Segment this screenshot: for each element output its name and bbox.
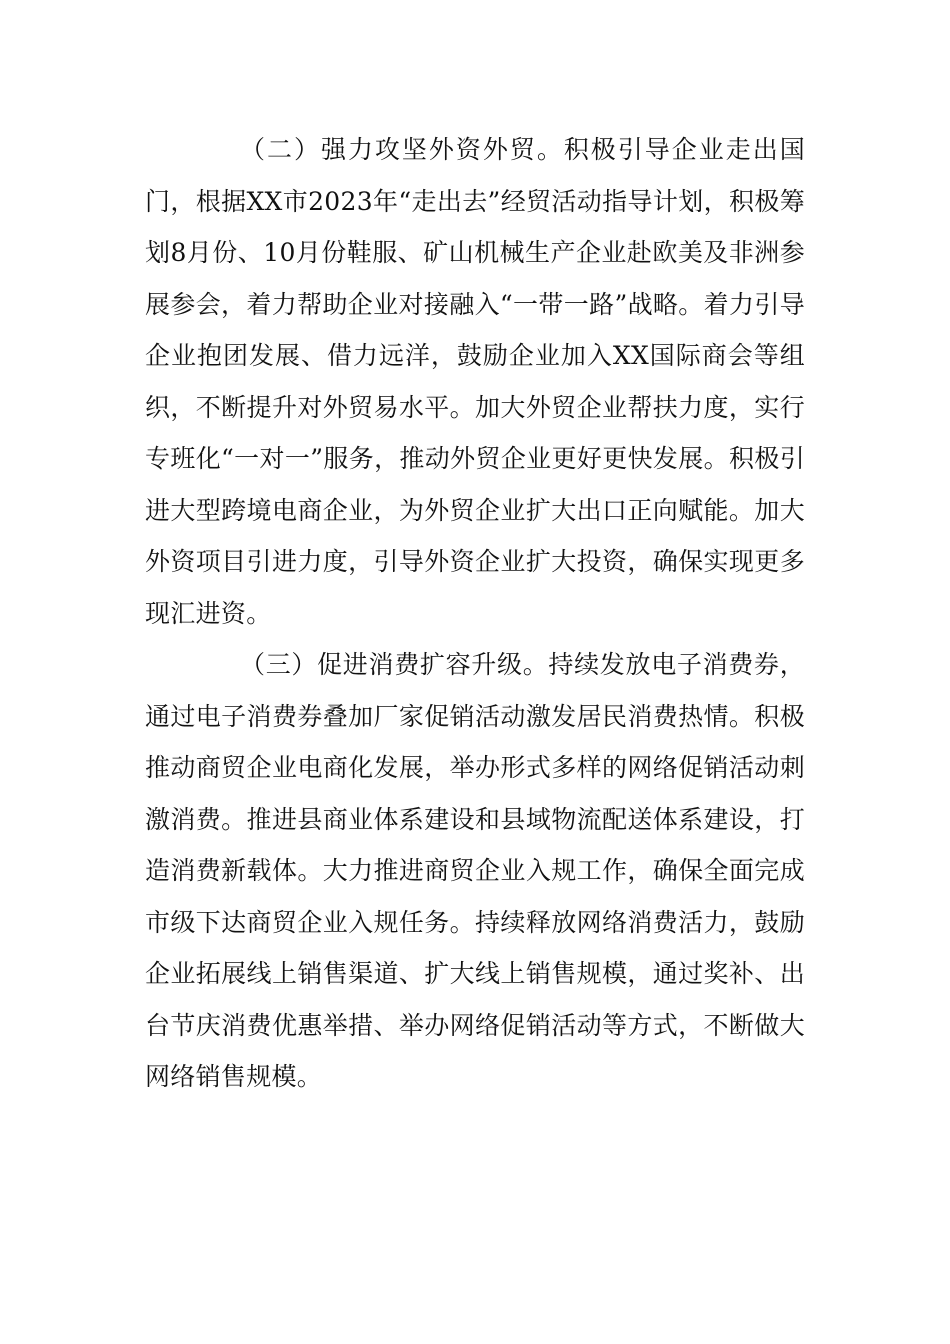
paragraph-foreign-trade: （二）强力攻坚外资外贸。积极引导企业走出国门，根据XX市2023年“走出去”经贸活动指导计划，积极筹划8月份、10月份鞋服、矿山机械生产企业赴欧美及非洲参展参会，着力帮助企业对接融入“一带一路”战略。着力引导企业抱团发展、借力远洋，鼓励企业加入XX国际商会等组织，不断提升对外贸易水平。加大外贸企业帮扶力度，实行专班化“一对一”服务，推动外贸企业更好更快发展。积极引进大型跨境电商企业，为外贸企业扩大出口正向赋能。加大外资项目引进力度，引导外资企业扩大投资，确保实现更多现汇进资。 bbox=[145, 135, 805, 628]
paragraph-consumption: （三）促进消费扩容升级。持续发放电子消费券，通过电子消费券叠加厂家促销活动激发居民消费热情。积极推动商贸企业电商化发展，举办形式多样的网络促销活动刺激消费。推进县商业体系建设和县域物流配送体系建设，打造消费新载体。大力推进商贸企业入规工作，确保全面完成市级下达商贸企业入规任务。持续释放网络消费活力，鼓励企业拓展线上销售渠道、扩大线上销售规模，通过奖补、出台节庆消费优惠举措、举办网络促销活动等方式，不断做大网络销售规模。 bbox=[145, 650, 805, 1091]
document-body bbox=[145, 124, 805, 1103]
